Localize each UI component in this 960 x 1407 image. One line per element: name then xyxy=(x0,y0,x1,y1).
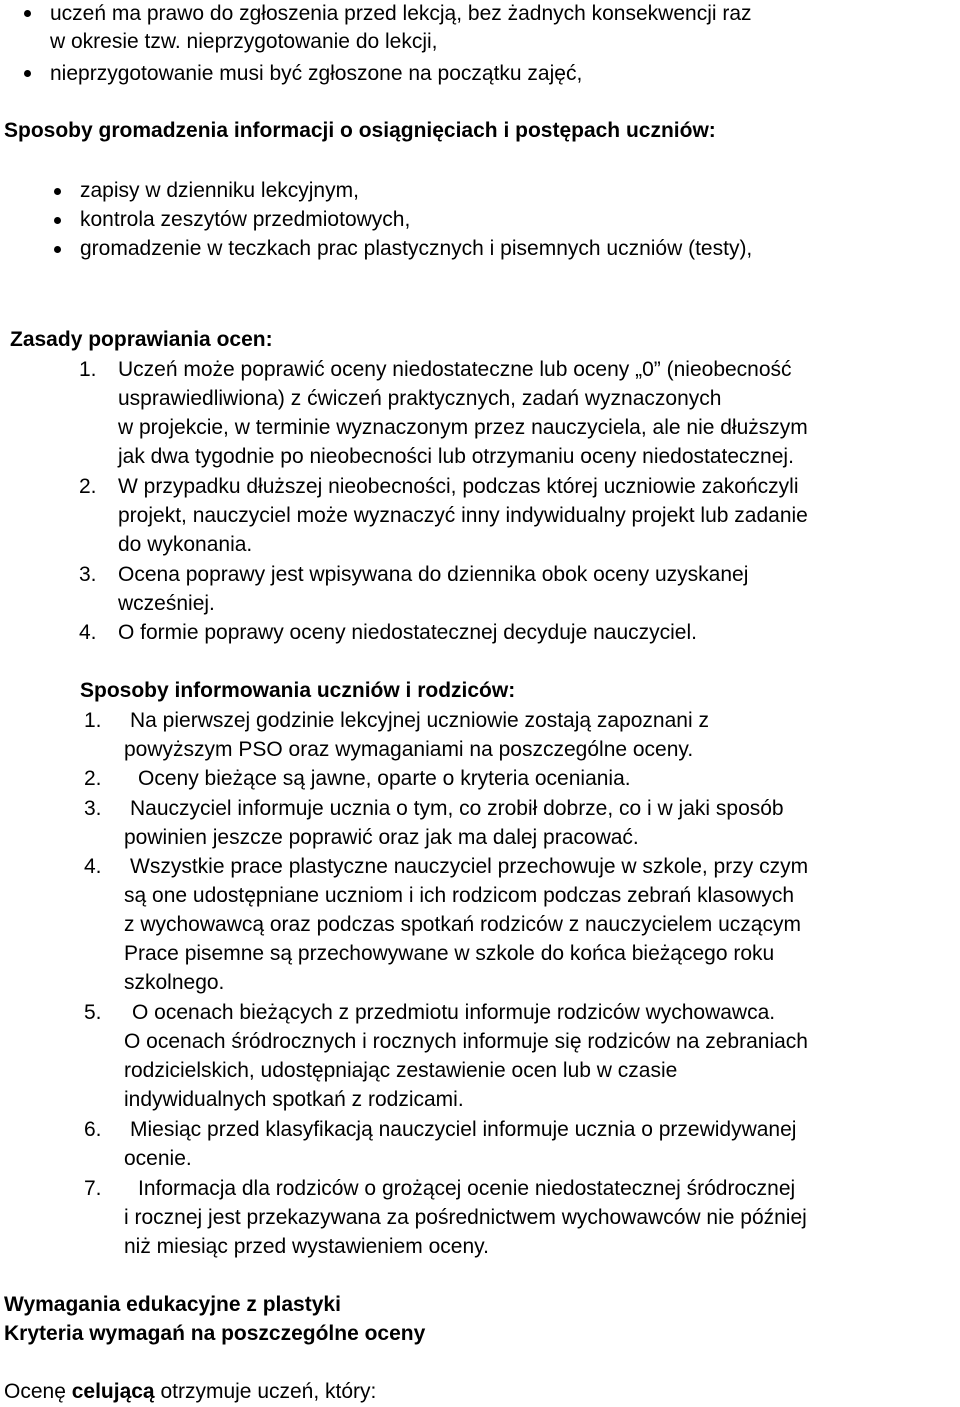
list-item-text: niż miesiąc przed wystawieniem oceny. xyxy=(124,1235,489,1258)
list-number: 1. xyxy=(79,358,97,381)
list-item-text: Uczeń może poprawić oceny niedostateczne lub oceny „0” (nieobecność xyxy=(118,358,792,381)
list-item-text: Ocena poprawy jest wpisywana do dziennika obok oceny uzyskanej xyxy=(118,563,749,586)
list-item-text: ocenie. xyxy=(124,1147,192,1170)
bullet-dot xyxy=(54,188,61,195)
list-item-text: Wszystkie prace plastyczne nauczyciel przechowuje w szkole, przy czym xyxy=(130,855,809,878)
list-number: 1. xyxy=(84,709,102,732)
bullet-text: uczeń ma prawo do zgłoszenia przed lekcją, bez żadnych konsekwencji raz xyxy=(50,2,752,25)
bullet-text: w okresie tzw. nieprzygotowanie do lekcji, xyxy=(50,30,438,53)
list-number: 5. xyxy=(84,1001,102,1024)
grade-name: celującą xyxy=(71,1380,155,1403)
list-item-text: Nauczyciel informuje ucznia o tym, co zrobił dobrze, co i w jaki sposób xyxy=(130,797,784,820)
list-item-text: w projekcie, w terminie wyznaczonym przez nauczyciela, ale nie dłuższym xyxy=(118,416,808,439)
grade-intro-suffix: otrzymuje uczeń, który: xyxy=(154,1380,377,1403)
list-number: 2. xyxy=(79,475,97,498)
section-subtitle: Kryteria wymagań na poszczególne oceny xyxy=(4,1322,426,1345)
list-item-text: Na pierwszej godzinie lekcyjnej uczniowie zostają zapoznani z xyxy=(130,709,709,732)
list-item-text: O formie poprawy oceny niedostatecznej decyduje nauczyciel. xyxy=(118,621,697,644)
bullet-text: nieprzygotowanie musi być zgłoszone na początku zajęć, xyxy=(50,62,583,85)
list-item-text: szkolnego. xyxy=(124,971,225,994)
list-item-text: O ocenach bieżących z przedmiotu informuje rodziców wychowawca. xyxy=(132,1001,776,1024)
bullet-dot xyxy=(54,217,61,224)
section-heading: Sposoby informowania uczniów i rodziców: xyxy=(80,679,516,702)
list-item-text: Oceny bieżące są jawne, oparte o kryteria oceniania. xyxy=(138,767,631,790)
section-title: Wymagania edukacyjne z plastyki xyxy=(4,1293,341,1316)
list-number: 4. xyxy=(84,855,102,878)
bullet-text: kontrola zeszytów przedmiotowych, xyxy=(80,208,411,231)
list-item-text: powyższym PSO oraz wymaganiami na poszczególne oceny. xyxy=(124,738,694,761)
list-item-text: i rocznej jest przekazywana za pośrednictwem wychowawców nie później xyxy=(124,1206,807,1229)
bullet-text: gromadzenie w teczkach prac plastycznych i pisemnych uczniów (testy), xyxy=(80,237,753,260)
list-item-text: Miesiąc przed klasyfikacją nauczyciel informuje ucznia o przewidywanej xyxy=(130,1118,797,1141)
list-number: 7. xyxy=(84,1177,102,1200)
list-item-text: wcześniej. xyxy=(118,592,215,615)
bullet-text: zapisy w dzienniku lekcyjnym, xyxy=(80,179,359,202)
list-item-text: rodzicielskich, udostępniając zestawienie ocen lub w czasie xyxy=(124,1059,678,1082)
list-item-text: projekt, nauczyciel może wyznaczyć inny indywidualny projekt lub zadanie xyxy=(118,504,808,527)
list-item-text: z wychowawcą oraz podczas spotkań rodziców z nauczycielem uczącym xyxy=(124,913,801,936)
grade-intro-prefix: Ocenę xyxy=(4,1380,72,1403)
list-item-text: W przypadku dłuższej nieobecności, podczas której uczniowie zakończyli xyxy=(118,475,799,498)
section-heading: Sposoby gromadzenia informacji o osiągnięciach i postępach uczniów: xyxy=(4,119,716,142)
list-number: 3. xyxy=(84,797,102,820)
list-number: 3. xyxy=(79,563,97,586)
list-number: 4. xyxy=(79,621,97,644)
bullet-dot xyxy=(54,246,61,253)
list-item-text: powinien jeszcze poprawić oraz jak ma dalej pracować. xyxy=(124,826,639,849)
list-item-text: usprawiedliwiona) z ćwiczeń praktycznych, zadań wyznaczonych xyxy=(118,387,722,410)
grade-intro xyxy=(4,1377,376,1406)
list-item-text: O ocenach śródrocznych i rocznych informuje się rodziców na zebraniach xyxy=(124,1030,808,1053)
bullet-dot xyxy=(24,10,31,17)
list-item-text: Prace pisemne są przechowywane w szkole do końca bieżącego roku xyxy=(124,942,775,965)
list-item-text: indywidualnych spotkań z rodzicami. xyxy=(124,1088,464,1111)
bullet-dot xyxy=(24,70,31,77)
list-number: 2. xyxy=(84,767,102,790)
list-item-text: jak dwa tygodnie po nieobecności lub otrzymaniu oceny niedostatecznej. xyxy=(118,445,794,468)
section-heading: Zasady poprawiania ocen: xyxy=(10,328,273,351)
list-item-text: są one udostępniane uczniom i ich rodzicom podczas zebrań klasowych xyxy=(124,884,795,907)
list-item-text: do wykonania. xyxy=(118,533,253,556)
list-number: 6. xyxy=(84,1118,102,1141)
list-item-text: Informacja dla rodziców o grożącej ocenie niedostatecznej śródrocznej xyxy=(138,1177,796,1200)
